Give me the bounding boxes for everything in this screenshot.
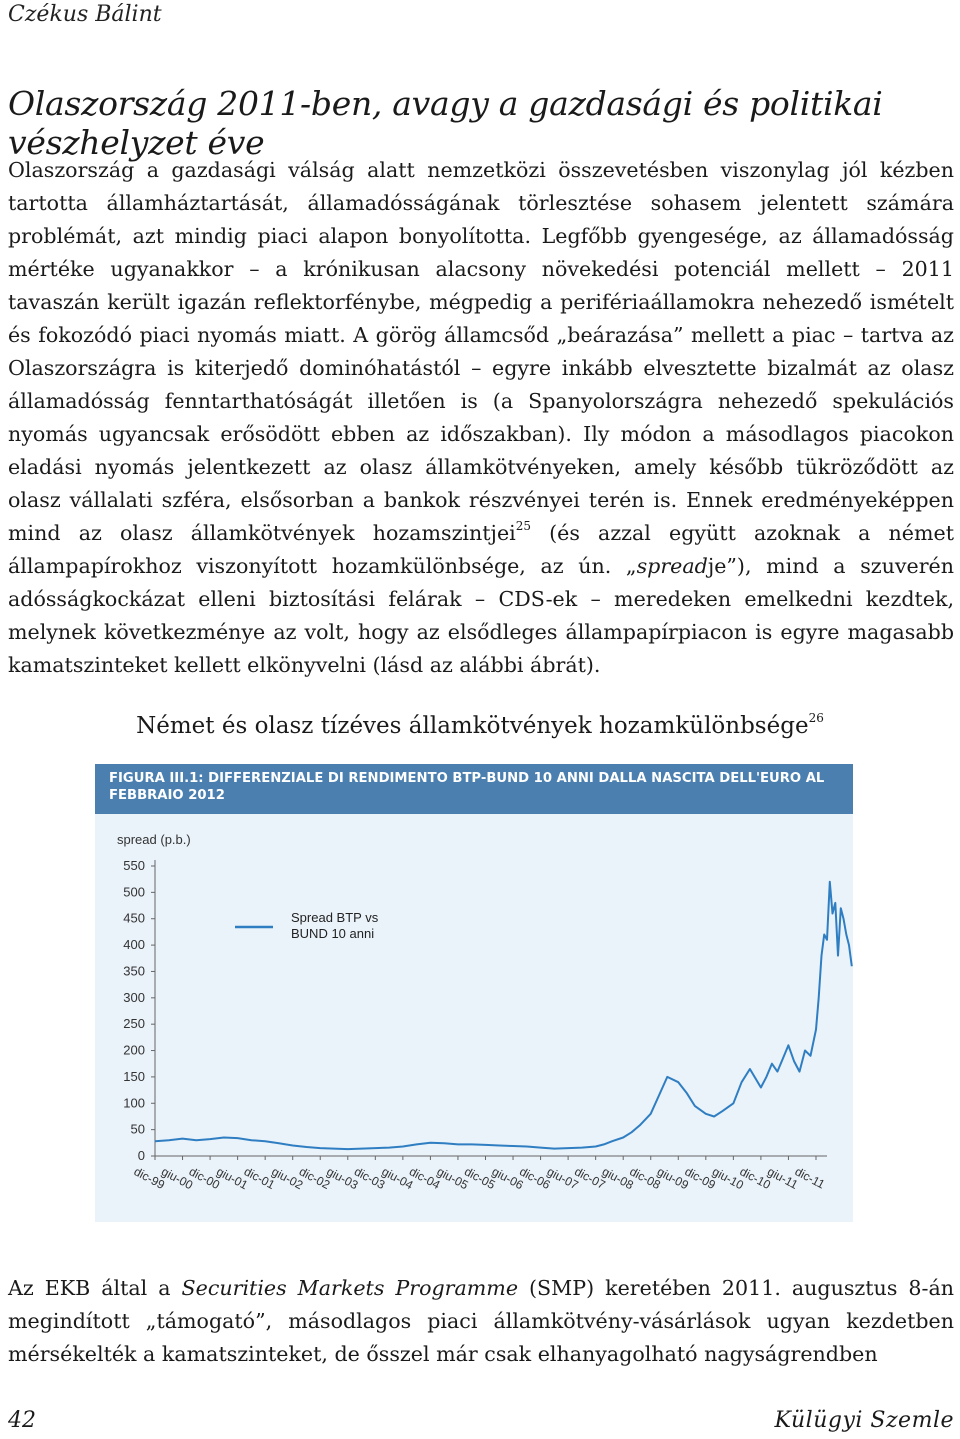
- paragraph-1: [8, 154, 954, 682]
- y-axis-label: spread (p.b.): [117, 832, 191, 847]
- y-tick-label: 450: [123, 910, 145, 926]
- article-title: Olaszország 2011-ben, avagy a gazdasági és politikai vészhelyzet éve: [8, 84, 883, 162]
- legend-label-line2: BUND 10 anni: [291, 926, 375, 941]
- figure-caption: [0, 713, 960, 739]
- chart-plot: [95, 814, 853, 1222]
- legend-label-line1: Spread BTP vs: [291, 910, 379, 925]
- x-tick-label: dic-05: [462, 1164, 498, 1192]
- x-tick-label: dic-11: [792, 1164, 828, 1192]
- x-tick-label: dic-08: [627, 1164, 663, 1192]
- paragraph-2-text-b: (SMP) keretében 2011. augusztus 8-án megindított „támogató”, másodlagos piaci államkötvény-vásárlások ugyan kezdetben mérsékelték a kamatszinteket, de ősszel már csak elhanyagolható nagyságrendben: [8, 1276, 954, 1366]
- x-tick-label: giu-01: [214, 1164, 251, 1193]
- x-tick-label: dic-09: [682, 1164, 718, 1192]
- x-tick-label: giu-04: [379, 1164, 416, 1193]
- chart-header-band: [95, 764, 853, 814]
- x-tick-label: dic-04: [407, 1164, 443, 1192]
- paragraph-1-text-a: Olaszország a gazdasági válság alatt nemzetközi összevetésben viszonylag jól kézben tartotta államháztartását, államadósságának törlesztése sohasem jelentett számára problémát, azt mindig piaci alapon bonyolította. Legfőbb gyengesége, az államadósság mértéke ugyanakkor – a krónikusan alacsony növekedési potenciál mellett – 2011 tavaszán került igazán reflektorfénybe, mégpedig a perifériaállamokra nehezedő ismételt és fokozódó piaci nyomás miatt. A görög államcsőd „beárazása” mellett a piac – tartva az Olaszországra is kiterjedő dominóhatástól – egyre inkább elvesztette bizalmát az olasz államadósság fenntarthatóságát illetően is (a Spanyolországra nehezedő spekulációs nyomás ugyancsak erősödött ebben az időszakban). Ily módon a másodlagos piacokon eladási nyomás jelentkezett az olasz államkötvényeken, amely később tükröződött az olasz vállalati szféra, elsősorban a bankok részvényei terén is. Ennek eredményeképpen mind az olasz államkötvények hozamszintjei: [8, 158, 954, 545]
- x-tick-label: dic-06: [517, 1164, 553, 1192]
- y-tick-label: 350: [123, 963, 145, 979]
- y-tick-label: 0: [137, 1148, 145, 1163]
- x-tick-label: giu-11: [765, 1164, 801, 1192]
- y-tick-label: 300: [123, 989, 145, 1005]
- x-tick-label: dic-00: [186, 1164, 223, 1192]
- y-tick-label: 150: [123, 1068, 145, 1084]
- x-tick-label: dic-02: [296, 1164, 333, 1192]
- page-number: 42: [8, 1408, 36, 1433]
- x-tick-label: dic-99: [131, 1164, 168, 1192]
- figure-caption-text: Német és olasz tízéves államkötvények hozamkülönbsége: [136, 713, 809, 739]
- x-tick-label: dic-10: [737, 1164, 773, 1192]
- y-tick-label: 400: [123, 937, 145, 953]
- y-tick-label: 50: [130, 1121, 145, 1137]
- y-tick-label: 250: [123, 1016, 145, 1032]
- chart-figure: [95, 764, 853, 1222]
- x-tick-label: dic-03: [351, 1164, 388, 1192]
- paragraph-2: [8, 1272, 954, 1371]
- x-tick-label: giu-02: [269, 1164, 306, 1193]
- x-tick-label: giu-08: [599, 1164, 636, 1193]
- paragraph-1-text-b: (és azzal együtt azoknak a német állampapírokhoz viszonyított hozamkülönbsége, az ún. „: [8, 521, 954, 578]
- x-tick-label: giu-06: [489, 1164, 526, 1193]
- footnote-ref-25[interactable]: 25: [515, 519, 531, 534]
- y-tick-label: 550: [123, 858, 145, 873]
- y-tick-label: 100: [123, 1095, 145, 1111]
- paragraph-1-text-c: je”), mind a szuverén adósságkockázat elleni biztosítási felárak – CDS-ek – meredeken emelkedni kezdtek, melynek következménye az volt, hogy az elsődleges állampapírpiacon is egyre magasabb kamatszinteket kellett elkönyvelni (lásd az alábbi ábrát).: [8, 554, 954, 677]
- y-tick-label: 500: [123, 884, 145, 900]
- x-tick-label: dic-07: [572, 1164, 608, 1192]
- journal-name: Külügyi Szemle: [774, 1408, 954, 1433]
- x-tick-label: dic-01: [241, 1164, 278, 1192]
- y-tick-label: 200: [123, 1042, 145, 1058]
- paragraph-2-text-a: Az EKB által a: [8, 1276, 182, 1300]
- x-tick-label: giu-00: [159, 1164, 196, 1193]
- running-head-author: Czékus Bálint: [8, 2, 162, 27]
- paragraph-2-emphasis: Securities Markets Programme: [181, 1276, 519, 1300]
- footnote-ref-26[interactable]: 26: [808, 711, 824, 726]
- series-line: [155, 882, 852, 1149]
- paragraph-1-emphasis: spread: [636, 554, 708, 578]
- x-tick-label: giu-09: [654, 1164, 691, 1193]
- x-tick-label: giu-03: [324, 1164, 361, 1193]
- x-tick-label: giu-10: [709, 1164, 746, 1193]
- x-tick-label: giu-05: [434, 1164, 471, 1193]
- chart-title: FIGURA III.1: DIFFERENZIALE DI RENDIMENTO BTP-BUND 10 ANNI DALLA NASCITA DELL'EURO AL FEBBRAIO 2012: [109, 771, 825, 803]
- x-tick-label: giu-07: [544, 1164, 581, 1193]
